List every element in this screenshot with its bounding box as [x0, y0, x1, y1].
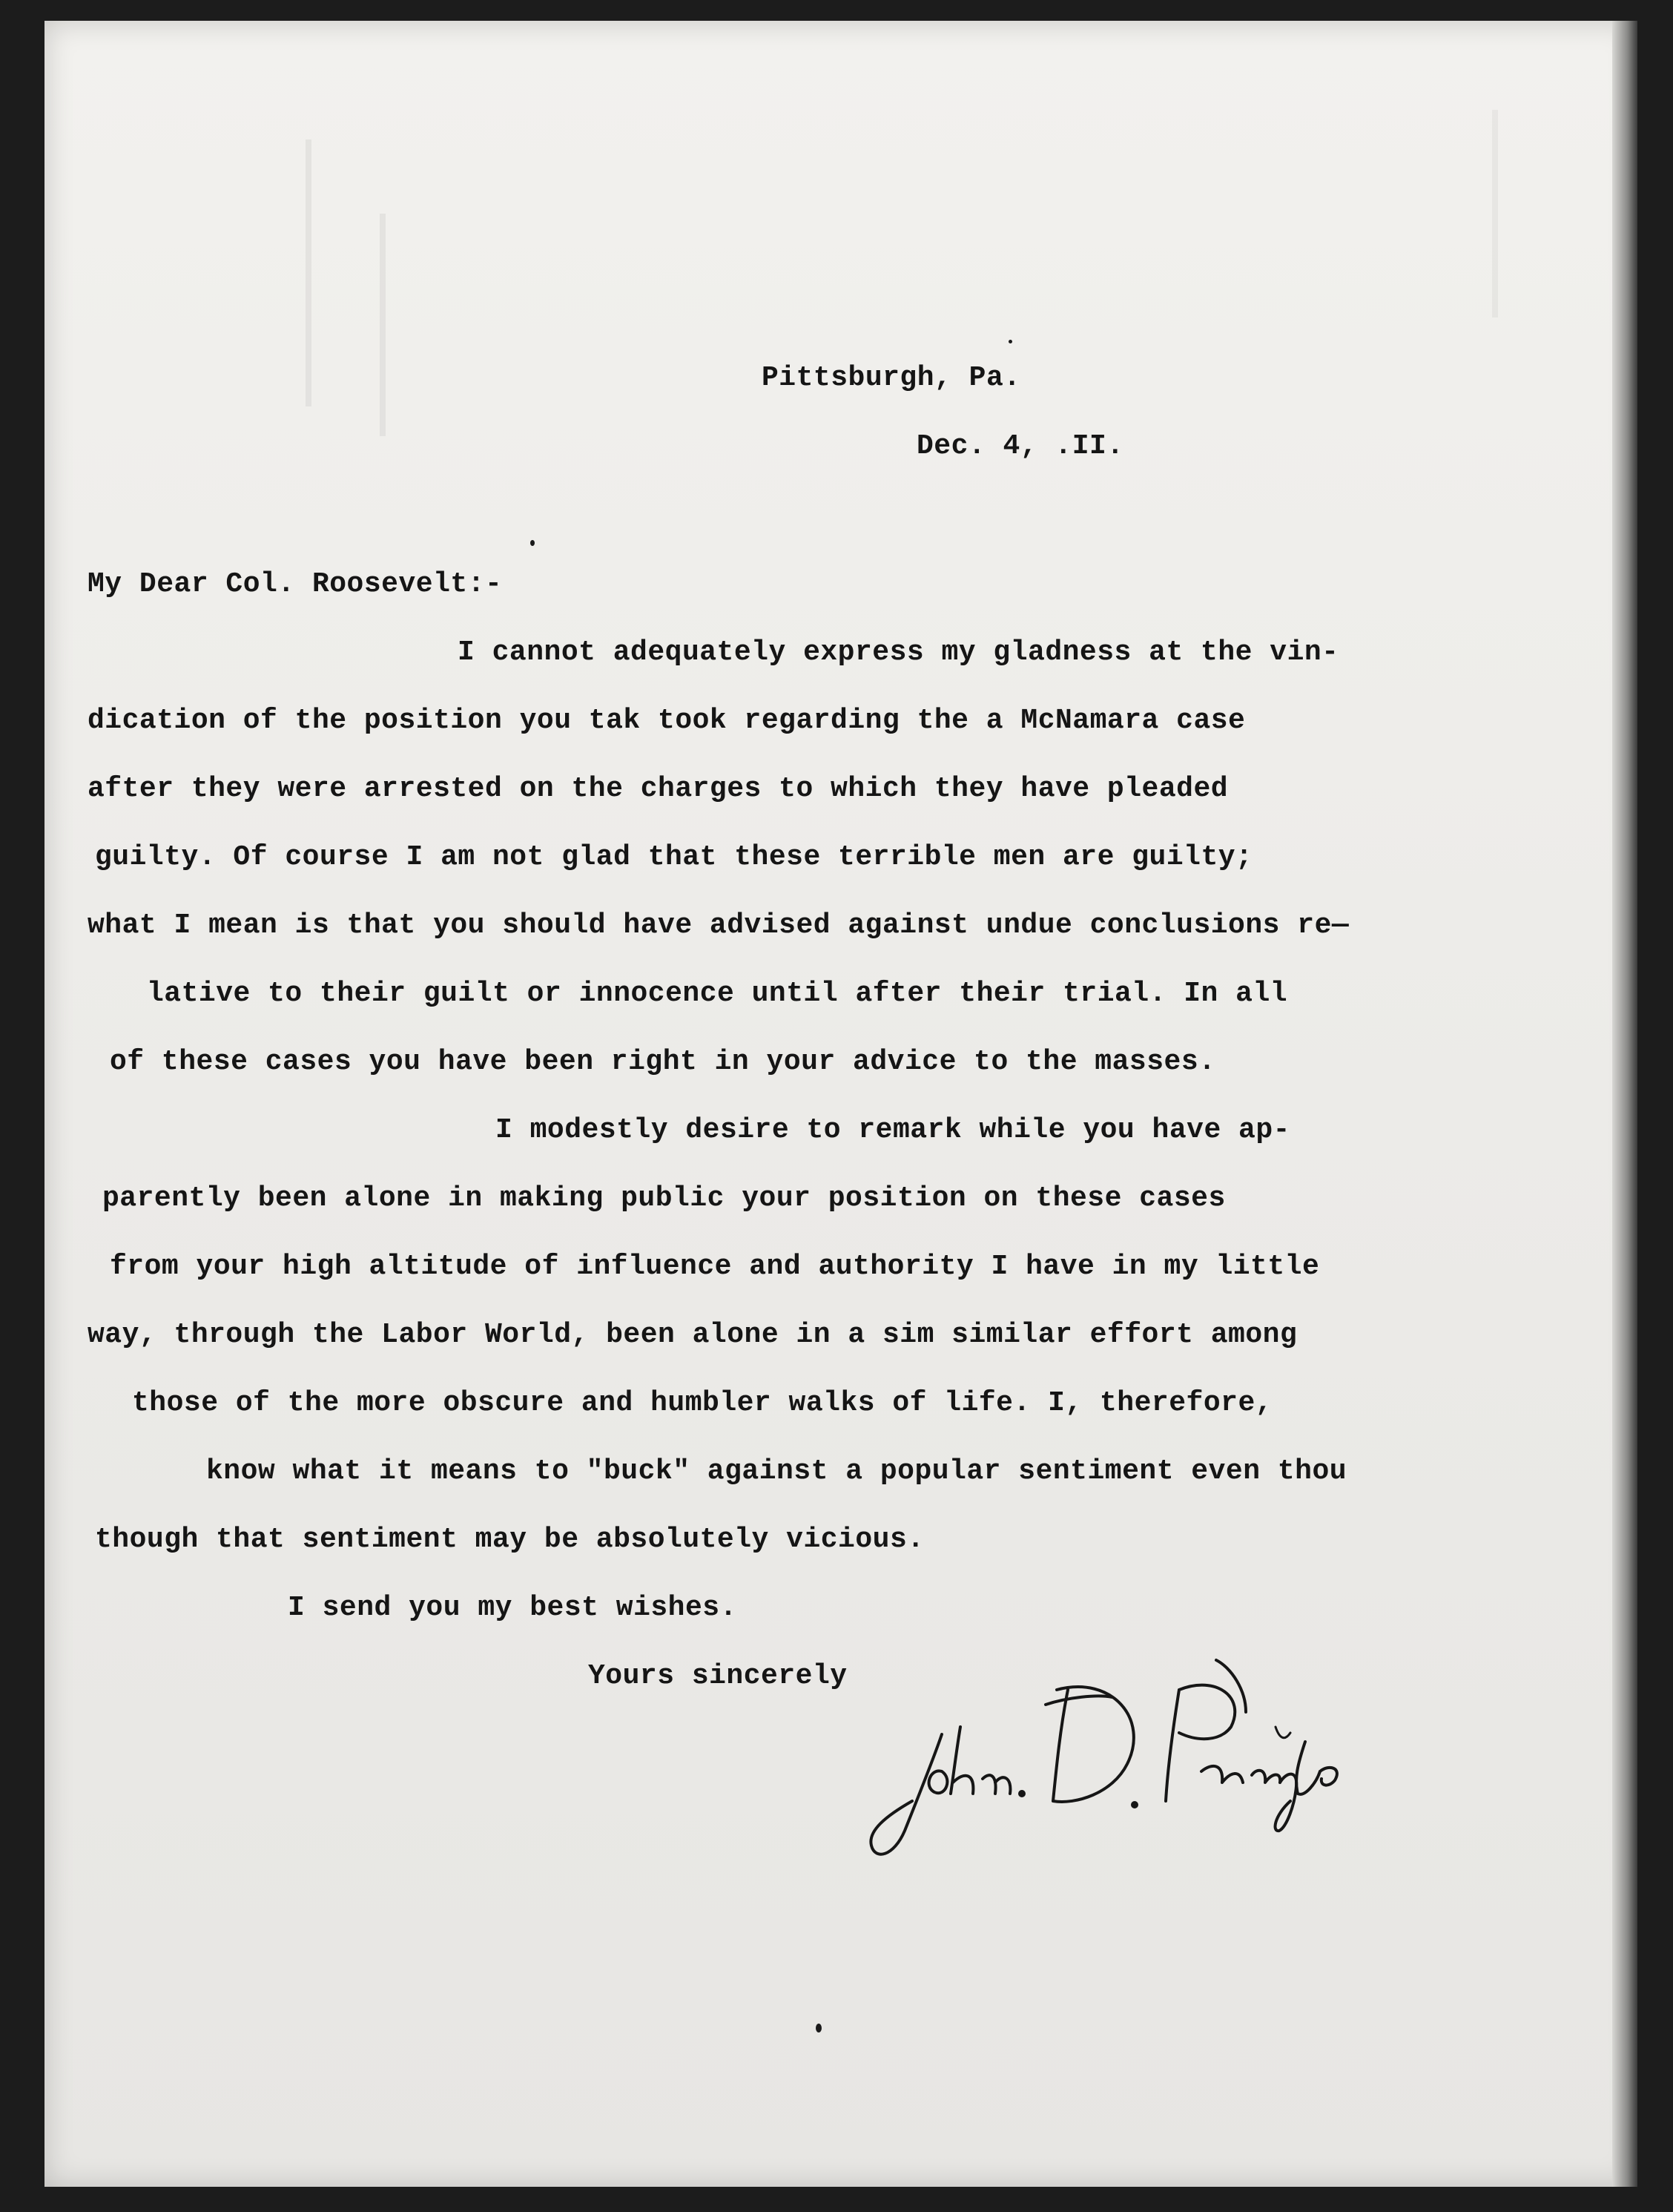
- body-line: I modestly desire to remark while you have ap-: [495, 1114, 1290, 1146]
- body-line: dication of the position you tak took regarding the a McNamara case: [88, 705, 1246, 737]
- bleed-through-mark: [1492, 110, 1498, 317]
- handwritten-signature: [831, 1645, 1394, 1868]
- body-line: I cannot adequately express my gladness at the vin-: [458, 636, 1339, 668]
- body-line: I send you my best wishes.: [288, 1592, 737, 1624]
- body-line: of these cases you have been right in your advice to the masses.: [110, 1046, 1216, 1078]
- scan-speck: [816, 2024, 822, 2032]
- body-line: those of the more obscure and humbler walks of life. I, therefore,: [132, 1387, 1273, 1419]
- body-line: way, through the Labor World, been alone in a sim similar effort among: [88, 1319, 1298, 1351]
- letter-page: [44, 21, 1637, 2187]
- bleed-through-mark: [380, 214, 386, 436]
- body-line: parently been alone in making public your position on these cases: [102, 1182, 1226, 1214]
- body-line: after they were arrested on the charges to which they have pleaded: [88, 773, 1229, 805]
- letter-date: Dec. 4, .II.: [917, 430, 1124, 462]
- letter-salutation: My Dear Col. Roosevelt:-: [88, 568, 503, 600]
- letter-closing: Yours sincerely: [588, 1660, 848, 1692]
- bleed-through-mark: [306, 139, 311, 406]
- scan-speck: [1009, 340, 1012, 343]
- body-line: know what it means to "buck" against a popular sentiment even thou: [206, 1455, 1347, 1487]
- body-line: what I mean is that you should have advised against undue conclusions re—: [88, 909, 1350, 941]
- body-line: guilty. Of course I am not glad that these terrible men are guilty;: [95, 841, 1253, 873]
- body-line: lative to their guilt or innocence until after their trial. In all: [147, 978, 1288, 1010]
- body-line: though that sentiment may be absolutely vicious.: [95, 1524, 925, 1556]
- body-line: from your high altitude of influence and authority I have in my little: [110, 1251, 1320, 1283]
- scan-speck: [530, 540, 535, 546]
- letter-place: Pittsburgh, Pa.: [762, 362, 1021, 394]
- page-edge-shadow: [1612, 21, 1637, 2187]
